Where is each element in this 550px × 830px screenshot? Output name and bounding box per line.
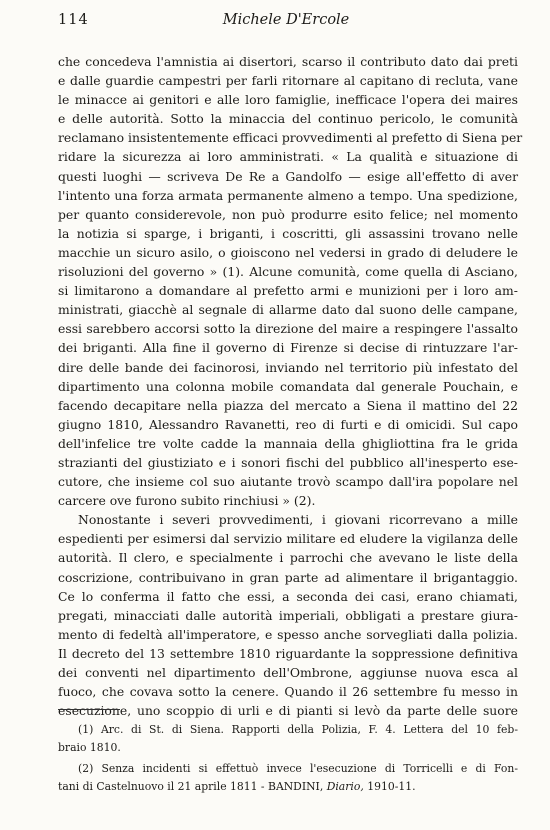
- text-line: coscrizione, contribuivano in gran parte ad alimentare il brigantaggio.: [58, 569, 518, 585]
- running-head: Michele D'Ercole: [222, 12, 350, 28]
- text-line: autorità. Il clero, e specialmente i parrochi che avevano le liste della: [58, 550, 518, 566]
- text-line: strazianti del giustiziato e i sonori fischi del pubblico all'inesperto ese-: [58, 454, 518, 470]
- page-number: 114: [58, 12, 89, 28]
- text-line: dipartimento una colonna mobile comandata dal generale Pouchain, e: [58, 378, 518, 394]
- text-line: e delle autorità. Sotto la minaccia del continuo pericolo, le comunità: [58, 111, 518, 127]
- text-line: la notizia si sparge, i briganti, i coscritti, gli assassini trovano nelle: [58, 225, 518, 241]
- text-line: esecuzione, uno scoppio di urli e di pianti si levò da parte delle suore: [58, 703, 518, 719]
- text-line: espedienti per esimersi dal servizio militare ed eludere la vigilanza delle: [58, 531, 518, 547]
- text-line: essi sarebbero accorsi sotto la direzione del maire a respingere l'assalto: [58, 321, 518, 337]
- text-line: macchie un sicuro asilo, o gioiscono nel vedersi in grado di deludere le: [58, 244, 518, 260]
- text-line: cutore, che insieme col suo aiutante trovò scampo dall'ira popolare nel: [58, 474, 518, 490]
- text-line: Il decreto del 13 settembre 1810 riguardante la soppressione definitiva: [58, 645, 518, 661]
- text-line: dell'infelice tre volte cadde la mannaia della ghigliottina fra le grida: [58, 435, 518, 451]
- text-line: dei conventi nel dipartimento dell'Ombrone, aggiunse nuova esca al: [58, 665, 518, 680]
- text-line: che concedeva l'amnistia ai disertori, scarso il contributo dato dai preti: [58, 54, 518, 69]
- text-line: Ce lo conferma il fatto che essi, a seconda dei casi, erano chiamati,: [58, 588, 518, 604]
- footnote-2: [58, 760, 518, 795]
- footnote-line: braio 1810.: [58, 740, 121, 754]
- text-line: fuoco, che covava sotto la cenere. Quando il 26 settembre fu messo in: [58, 684, 518, 700]
- footnote-text: 1910-11.: [363, 779, 416, 793]
- text-line: giugno 1810, Alessandro Ravanetti, reo di furti e di omicidi. Sul capo: [58, 416, 518, 432]
- text-line: questi luoghi — scriveva De Re a Gandolfo — esige all'effetto di aver: [58, 168, 518, 184]
- text-line: dei briganti. Alla fine il governo di Firenze si decise di rintuzzare l'ar-: [58, 340, 518, 356]
- paragraph-2: [58, 510, 518, 720]
- footnote-line: (1) Arc. di St. di Siena. Rapporti della Polizia, F. 4. Lettera del 10 feb-: [78, 723, 518, 736]
- footnote-separator: [58, 709, 120, 710]
- text-line: si limitarono a domandare al prefetto armi e munizioni per i loro am-: [58, 283, 518, 299]
- text-line: risoluzioni del governo » (1). Alcune comunità, come quella di Asciano,: [58, 264, 518, 280]
- footnote-line: [58, 778, 518, 796]
- footnote-1: [58, 721, 518, 756]
- text-line: le minacce ai genitori e alle loro famiglie, inefficace l'opera dei maires: [58, 92, 518, 108]
- text-line: ministrati, giacchè al segnale di allarme dato dal suono delle campane,: [58, 302, 518, 318]
- footnote-line: (2) Senza incidenti si effettuò invece l'esecuzione di Torricelli e di Fon-: [78, 762, 518, 775]
- footnotes: [58, 721, 518, 795]
- paragraph-1: [58, 52, 523, 510]
- text-line: carcere ove furono subito rinchiusi » (2).: [58, 493, 316, 509]
- text-line: ridare la sicurezza ai loro amministrati. « La qualità e situazione di: [58, 149, 518, 165]
- text-line: e dalle guardie campestri per farli ritornare al capitano di recluta, vane: [58, 73, 518, 89]
- text-line: reclamano insistentemente efficaci provvedimenti al prefetto di Siena per: [58, 130, 523, 146]
- body-text: [58, 52, 523, 720]
- footnote-italic-text: Diario,: [326, 779, 364, 793]
- footnote-text: tani di Castelnuovo il 21 aprile 1811 - BANDINI,: [58, 779, 327, 793]
- text-line: facendo decapitare nella piazza del mercato a Siena il mattino del 22: [58, 397, 518, 413]
- text-line: per quanto considerevole, non può produrre esito felice; nel momento: [58, 206, 518, 222]
- page-header: [58, 12, 514, 36]
- text-line: dire delle bande dei facinorosi, inviando nel territorio più infestato del: [58, 359, 518, 375]
- text-line: Nonostante i severi provvedimenti, i giovani ricorrevano a mille: [78, 512, 518, 528]
- text-line: l'intento una forza armata permanente almeno a tempo. Una spedizione,: [58, 187, 518, 203]
- text-line: pregati, minacciati dalle autorità imperiali, obbligati a prestare giura-: [58, 607, 518, 623]
- text-line: mento di fedeltà all'imperatore, e spesso anche sorvegliati dalla polizia.: [58, 626, 518, 642]
